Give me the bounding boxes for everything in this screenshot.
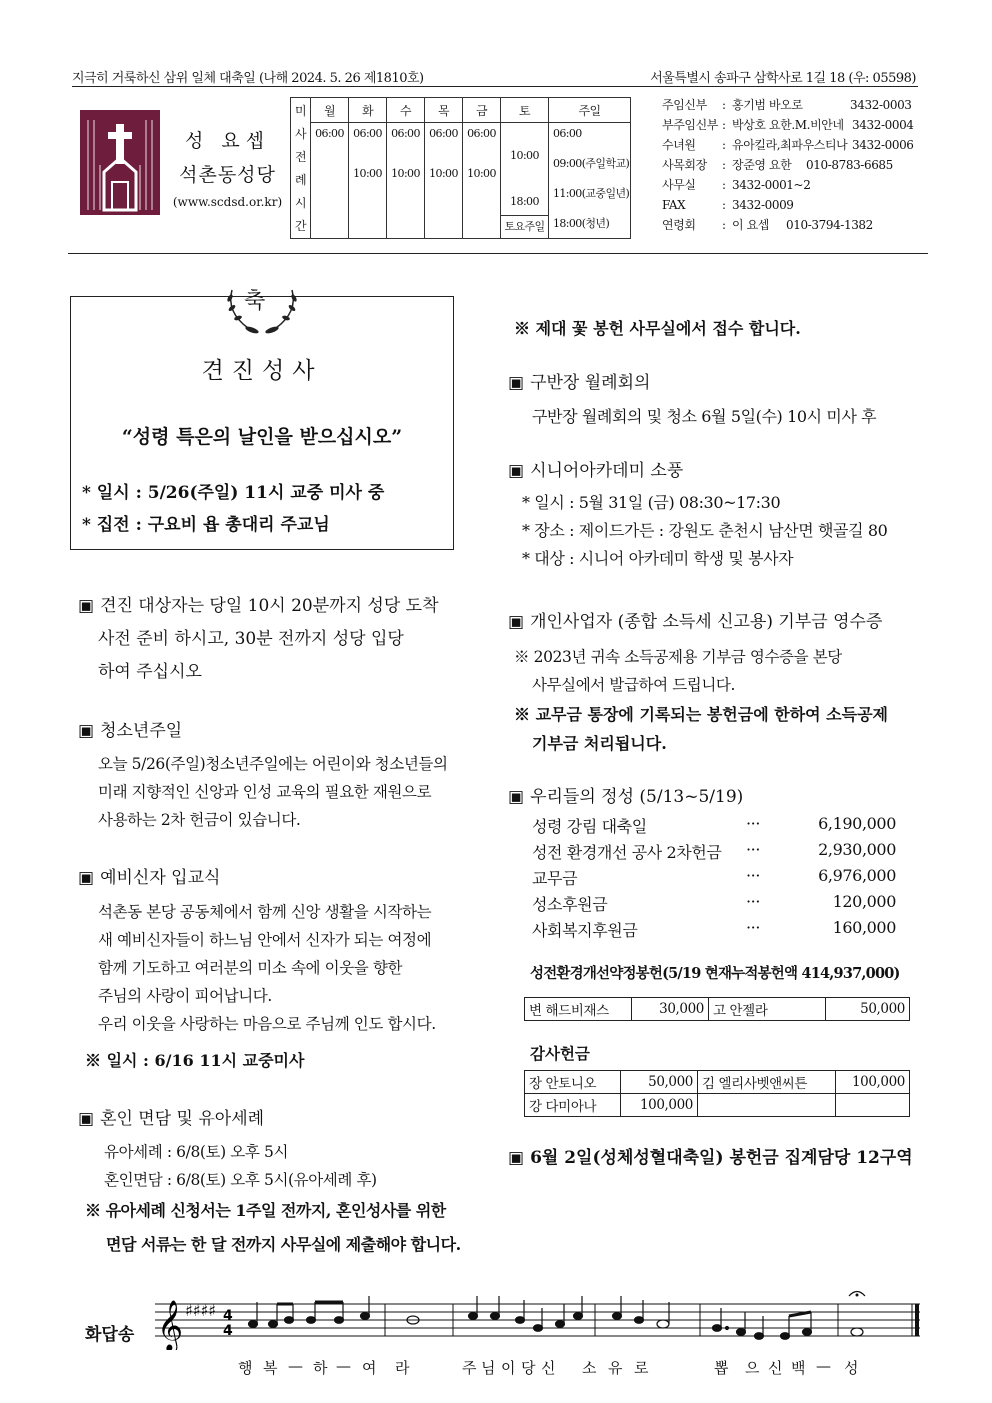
contact-row: 사무실 : 3432-0001~2 bbox=[662, 175, 914, 195]
text-line: 새 예비신자들이 하느님 안에서 신자가 되는 여정에 bbox=[98, 931, 432, 949]
lyric-syllable: 님 bbox=[481, 1359, 496, 1377]
mass-time: 18:00(청년) bbox=[553, 217, 610, 231]
mass-time: 11:00(교중일년) bbox=[553, 187, 630, 201]
catechumen-date: ※ 일시 : 6/16 11시 교중미사 bbox=[85, 1051, 305, 1070]
offering-amount: 2,930,000 bbox=[818, 840, 896, 859]
mass-time: 18:00 bbox=[510, 195, 539, 209]
donor-amount: 30,000 bbox=[632, 998, 709, 1021]
contact-label: 수녀원 bbox=[662, 138, 696, 152]
contact-row: 연령회 : 이 요셉 010-3794-1382 bbox=[662, 215, 914, 235]
lyric-syllable: 하 bbox=[313, 1359, 328, 1377]
church-name-line2: 석촌동성당 bbox=[179, 164, 276, 186]
contact-row: 주임신부 : 홍기범 바오로 3432-0003 bbox=[662, 95, 914, 115]
marriage-note-line2: 면담 서류는 한 달 전까지 사무실에 제출해야 합니다. bbox=[106, 1235, 461, 1254]
text-line: 혼인면담 : 6/8(토) 오후 5시(유아세례 후) bbox=[104, 1171, 377, 1189]
mass-time: 10:00 bbox=[429, 167, 458, 181]
lyric-syllable: 성 bbox=[844, 1359, 859, 1377]
lyric-syllable: 신 bbox=[541, 1359, 556, 1377]
offering-amount: 6,190,000 bbox=[818, 814, 896, 833]
day-thu: 목 bbox=[425, 98, 463, 123]
offering-name: 성령 강림 대축일 bbox=[532, 817, 647, 836]
marriage-baptism-text bbox=[104, 1138, 377, 1194]
catechumen-text bbox=[98, 898, 436, 1038]
mass-time: 06:00 bbox=[467, 127, 496, 141]
thanks-offering-title: 감사헌금 bbox=[530, 1044, 590, 1063]
time-signature: 4 bbox=[223, 1323, 233, 1339]
lyric-syllable: 유 bbox=[608, 1359, 623, 1377]
donor-name: 변 해드비재스 bbox=[525, 998, 632, 1021]
thanks-offering-table bbox=[524, 1070, 910, 1117]
offering-dots: ··· bbox=[746, 892, 761, 911]
marriage-baptism-heading: ▣ 혼인 면담 및 유아세례 bbox=[78, 1109, 265, 1129]
time-signature: 4 bbox=[223, 1308, 233, 1324]
lyric-syllable: 뽑 bbox=[714, 1359, 729, 1377]
catechumen-heading: ▣ 예비신자 입교식 bbox=[78, 868, 221, 888]
key-signature: ♯♯♯♯ bbox=[185, 1301, 216, 1320]
youth-sunday-heading: ▣ 청소년주일 bbox=[78, 721, 183, 741]
side-char: 미 bbox=[295, 104, 306, 118]
confirmation-presider: * 집전 : 구요비 욥 총대리 주교님 bbox=[82, 515, 330, 535]
donor-amount: 50,000 bbox=[621, 1071, 698, 1094]
text-line: 석촌동 본당 공동체에서 함께 신앙 생활을 시작하는 bbox=[98, 903, 432, 921]
collection-duty-heading: ▣ 6월 2일(성체성혈대축일) 봉헌금 집계담당 12구역 bbox=[508, 1148, 913, 1168]
contact-value: 장준영 요한 bbox=[732, 158, 792, 172]
offering-dots: ··· bbox=[746, 840, 761, 859]
confirmation-title: 견진성사 bbox=[201, 358, 323, 384]
mass-time: 06:00 bbox=[429, 127, 458, 141]
lyric-syllable: 소 bbox=[582, 1359, 597, 1377]
confirmation-motto: “성령 특은의 날인을 받으십시오” bbox=[121, 426, 403, 448]
building-fund-title: 성전환경개선약정봉헌(5/19 현재누적봉헌액 414,937,000) bbox=[530, 965, 900, 982]
day-sat: 토 bbox=[501, 98, 549, 123]
donation-receipt-title: 개인사업자 (종합 소득세 신고용) 기부금 영수증 bbox=[530, 612, 883, 632]
lyric-syllable: 신 bbox=[768, 1359, 783, 1377]
offering-name: 사회복지후원금 bbox=[532, 921, 638, 940]
mass-schedule-label bbox=[291, 98, 311, 239]
text-line: 미래 지향적인 신앙과 인성 교육의 필요한 재원으로 bbox=[98, 783, 432, 801]
mass-fri bbox=[463, 123, 501, 239]
lyric-syllable: 라 bbox=[395, 1359, 410, 1377]
text-line: 우리 이웃을 사랑하는 마음으로 주님께 인도 합시다. bbox=[98, 1015, 436, 1033]
arrival-line: 사전 준비 하시고, 30분 전까지 성당 입당 bbox=[98, 629, 404, 649]
side-char: 간 bbox=[295, 219, 306, 233]
donor-amount bbox=[836, 1094, 910, 1117]
side-char: 전 bbox=[295, 150, 306, 164]
offering-amount: 120,000 bbox=[832, 892, 896, 911]
offering-dots: ··· bbox=[746, 918, 761, 937]
donor-name: 강 다미아나 bbox=[525, 1094, 621, 1117]
side-char: 사 bbox=[295, 127, 306, 141]
offering-name: 성전 환경개선 공사 2차헌금 bbox=[532, 843, 722, 862]
music-staff bbox=[155, 1290, 925, 1350]
offering-row bbox=[532, 918, 896, 941]
contact-label: 사목회장 bbox=[662, 158, 707, 172]
text-line: 오늘 5/26(주일)청소년주일에는 어린이와 청소년들의 bbox=[98, 755, 448, 773]
lyric-syllable: 백 bbox=[791, 1359, 806, 1377]
contact-row: 수녀원 : 유아킬라,최파우스티나 3432-0006 bbox=[662, 135, 914, 155]
donation-receipt-text bbox=[514, 643, 842, 699]
mass-time-note: 토요주일 bbox=[501, 215, 548, 234]
donor-name: 장 안토니오 bbox=[525, 1071, 621, 1094]
offerings-heading: ▣ 우리들의 정성 (5/13~5/19) bbox=[508, 787, 744, 807]
treble-clef-icon: 𝄞 bbox=[157, 1300, 184, 1350]
responsorial-psalm-label: 화답송 bbox=[85, 1325, 135, 1345]
offering-row bbox=[532, 866, 896, 889]
day-fri: 금 bbox=[463, 98, 501, 123]
donor-name: 고 안젤라 bbox=[709, 998, 826, 1021]
contact-row: 사목회장 : 장준영 요한 010-8783-6685 bbox=[662, 155, 914, 175]
church-address: 서울특별시 송파구 삼학사로 1길 18 (우: 05598) bbox=[650, 71, 916, 86]
contact-phone: 3432-0006 bbox=[852, 138, 914, 152]
table-row bbox=[525, 1094, 910, 1117]
lyric-syllable: 당 bbox=[521, 1359, 536, 1377]
church-building-icon bbox=[80, 110, 160, 215]
table-row bbox=[525, 998, 910, 1021]
text-line: * 대상 : 시니어 아카데미 학생 및 봉사자 bbox=[522, 549, 794, 568]
contact-label: 부주임신부 bbox=[662, 118, 718, 132]
offering-amount: 160,000 bbox=[832, 918, 896, 937]
donation-receipt-note bbox=[514, 700, 888, 758]
mass-sat bbox=[501, 123, 549, 239]
marriage-baptism-title: 혼인 면담 및 유아세례 bbox=[100, 1109, 265, 1129]
mass-time: 09:00(주일학교) bbox=[553, 157, 630, 171]
lyric-syllable: 복 bbox=[263, 1359, 278, 1377]
side-char: 례 bbox=[295, 173, 306, 187]
text-line: 함께 기도하고 여러분의 미소 속에 이웃을 향한 bbox=[98, 959, 403, 977]
church-logo bbox=[80, 110, 160, 215]
arrival-line: 견진 대상자는 당일 10시 20분까지 성당 도착 bbox=[100, 596, 439, 616]
senior-picnic-text bbox=[522, 489, 887, 573]
lyric-syllable: 주 bbox=[462, 1359, 477, 1377]
contact-value: 이 요셉 bbox=[732, 218, 769, 232]
mass-wed bbox=[387, 123, 425, 239]
church-name-line1: 성 요셉 bbox=[184, 130, 271, 152]
offering-row bbox=[532, 892, 896, 915]
offering-row bbox=[532, 814, 896, 837]
collection-duty-text: 6월 2일(성체성혈대축일) 봉헌금 집계담당 12구역 bbox=[530, 1148, 913, 1168]
lyric-syllable: 으 bbox=[745, 1359, 760, 1377]
mass-thu bbox=[425, 123, 463, 239]
text-line: * 일시 : 5월 31일 (금) 08:30~17:30 bbox=[522, 493, 781, 512]
mass-time: 10:00 bbox=[467, 167, 496, 181]
mass-schedule-table bbox=[290, 97, 631, 239]
offering-amount: 6,976,000 bbox=[818, 866, 896, 885]
celebration-mark: 축 bbox=[244, 289, 266, 314]
offering-name: 성소후원금 bbox=[532, 895, 608, 914]
mass-time: 10:00 bbox=[353, 167, 382, 181]
donation-receipt-heading: ▣ 개인사업자 (종합 소득세 신고용) 기부금 영수증 bbox=[508, 612, 883, 632]
altar-flowers-notice: ※ 제대 꽃 봉헌 사무실에서 접수 합니다. bbox=[514, 319, 801, 338]
bulletin-issue-info: 지극히 거룩하신 삼위 일체 대축일 (나해 2024. 5. 26 제1810호) bbox=[72, 71, 424, 86]
offering-name: 교무금 bbox=[532, 869, 578, 888]
contact-label: 사무실 bbox=[662, 178, 696, 192]
lyric-syllable: 행 bbox=[238, 1359, 253, 1377]
mass-mon bbox=[311, 123, 349, 239]
lyric-syllable: — bbox=[288, 1357, 303, 1375]
marriage-note-line1: ※ 유아세례 신청서는 1주일 전까지, 혼인성사를 위한 bbox=[85, 1201, 446, 1220]
text-line: 사용하는 2차 헌금이 있습니다. bbox=[98, 811, 301, 829]
youth-sunday-title: 청소년주일 bbox=[100, 721, 183, 741]
text-line: 유아세례 : 6/8(토) 오후 5시 bbox=[104, 1143, 289, 1161]
arrival-line: 하여 주십시오 bbox=[98, 662, 202, 682]
district-meeting-heading: ▣ 구반장 월례회의 bbox=[508, 373, 651, 393]
youth-sunday-text bbox=[98, 750, 448, 834]
lyric-syllable: 로 bbox=[634, 1359, 649, 1377]
contact-phone: 010-3794-1382 bbox=[786, 218, 873, 232]
contact-label: 연령회 bbox=[662, 218, 696, 232]
masthead-divider bbox=[68, 253, 928, 254]
contact-label: 주임신부 bbox=[662, 98, 707, 112]
offering-dots: ··· bbox=[746, 866, 761, 885]
contact-list bbox=[662, 95, 914, 235]
mass-time: 06:00 bbox=[353, 127, 382, 141]
contact-label: FAX bbox=[662, 198, 686, 212]
confirmation-date: * 일시 : 5/26(주일) 11시 교중 미사 중 bbox=[82, 483, 385, 503]
text-line: 주님의 사랑이 피어납니다. bbox=[98, 987, 272, 1005]
district-meeting-title: 구반장 월례회의 bbox=[530, 373, 651, 393]
text-line: 기부금 처리됩니다. bbox=[532, 734, 667, 753]
day-wed: 수 bbox=[387, 98, 425, 123]
building-fund-table bbox=[524, 997, 910, 1021]
district-meeting-text: 구반장 월례회의 및 청소 6월 5일(수) 10시 미사 후 bbox=[532, 407, 877, 426]
side-char: 시 bbox=[295, 196, 306, 210]
contact-value: 홍기범 바오로 bbox=[732, 98, 803, 112]
contact-phone: 3432-0004 bbox=[852, 118, 914, 132]
contact-value: 3432-0001~2 bbox=[732, 178, 811, 192]
text-line: ※ 2023년 귀속 소득공제용 기부금 영수증을 본당 bbox=[514, 648, 842, 666]
contact-row: 부주임신부 : 박상호 요한.M.비안네 3432-0004 bbox=[662, 115, 914, 135]
mass-sun bbox=[549, 123, 631, 239]
contact-row: FAX : 3432-0009 bbox=[662, 195, 914, 215]
donor-amount: 100,000 bbox=[621, 1094, 698, 1117]
offerings-title: 우리들의 정성 (5/13~5/19) bbox=[530, 787, 744, 807]
donor-amount: 100,000 bbox=[836, 1071, 910, 1094]
lyric-syllable: 이 bbox=[501, 1359, 516, 1377]
mass-time: 06:00 bbox=[391, 127, 420, 141]
day-mon: 월 bbox=[311, 98, 349, 123]
mass-time: 10:00 bbox=[391, 167, 420, 181]
contact-value: 유아킬라,최파우스티나 bbox=[732, 138, 848, 152]
catechumen-title: 예비신자 입교식 bbox=[100, 868, 221, 888]
donor-name bbox=[698, 1094, 836, 1117]
arrival-notice: ▣ 견진 대상자는 당일 10시 20분까지 성당 도착 사전 준비 하시고, 30분 전까지 성당 입당 하여 주십시오 bbox=[78, 590, 468, 689]
mass-tue bbox=[349, 123, 387, 239]
senior-picnic-heading: ▣ 시니어아카데미 소풍 bbox=[508, 461, 684, 481]
offering-row bbox=[532, 840, 896, 863]
mass-time: 06:00 bbox=[553, 127, 582, 141]
lyric-syllable: 여 bbox=[362, 1359, 377, 1377]
church-website: (www.scdsd.or.kr) bbox=[172, 195, 283, 209]
table-row bbox=[525, 1071, 910, 1094]
lyric-syllable: — bbox=[816, 1357, 831, 1375]
senior-picnic-title: 시니어아카데미 소풍 bbox=[530, 461, 684, 481]
mass-time: 10:00 bbox=[510, 149, 539, 163]
text-line: 사무실에서 발급하여 드립니다. bbox=[532, 676, 736, 694]
contact-phone: 3432-0003 bbox=[850, 98, 912, 112]
text-line: * 장소 : 제이드가든 : 강원도 춘천시 남산면 햇골길 80 bbox=[522, 521, 888, 540]
day-sun: 주일 bbox=[549, 98, 631, 123]
donor-amount: 50,000 bbox=[826, 998, 910, 1021]
contact-value: 3432-0009 bbox=[732, 198, 794, 212]
lyric-syllable: — bbox=[336, 1357, 351, 1375]
contact-value: 박상호 요한.M.비안네 bbox=[732, 118, 844, 132]
offering-dots: ··· bbox=[746, 814, 761, 833]
day-tue: 화 bbox=[349, 98, 387, 123]
header-divider bbox=[72, 86, 918, 87]
donor-name: 김 엘리사벳앤씨튼 bbox=[698, 1071, 836, 1094]
mass-time: 06:00 bbox=[315, 127, 344, 141]
text-line: ※ 교무금 통장에 기록되는 봉헌금에 한하여 소득공제 bbox=[514, 705, 888, 724]
contact-phone: 010-8783-6685 bbox=[806, 158, 893, 172]
